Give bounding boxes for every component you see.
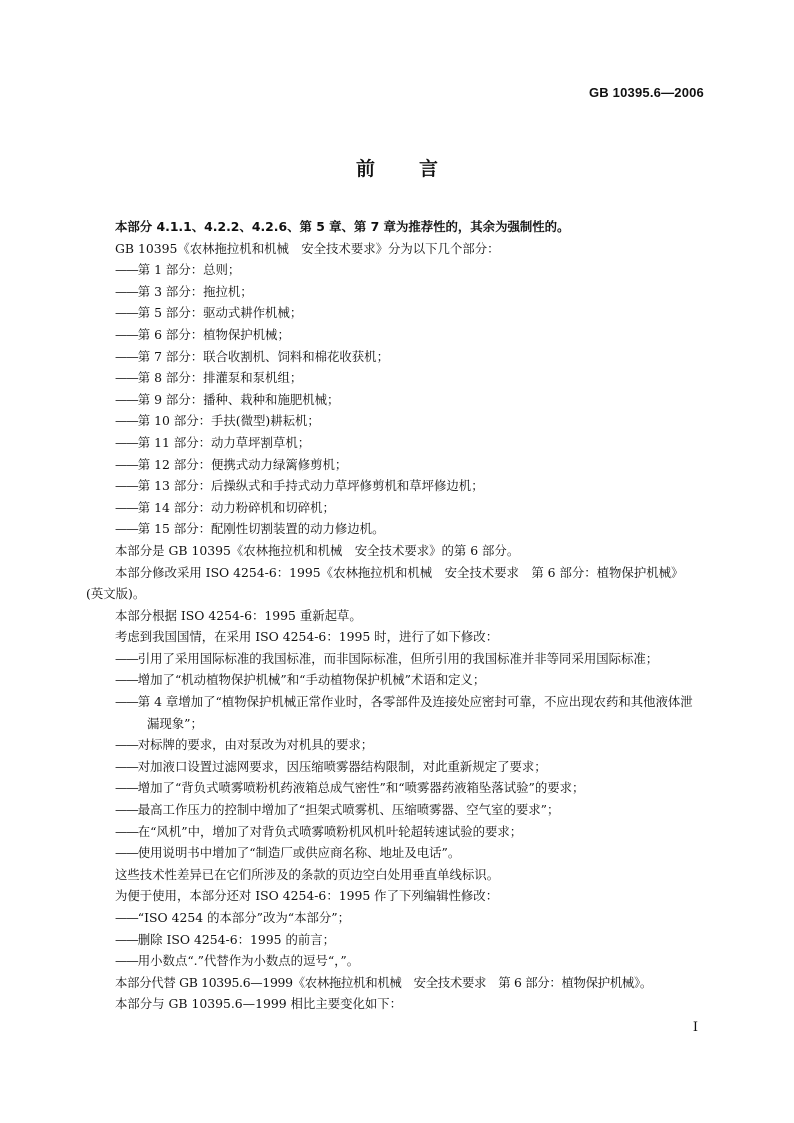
list-item: ——第 7 部分：联合收割机、饲料和棉花收获机； — [115, 348, 389, 364]
list-item: ——第 6 部分：植物保护机械； — [115, 326, 290, 342]
list-item: ——第 12 部分：便携式动力绿篱修剪机； — [115, 456, 348, 472]
modify-adoption-continuation: (英文版)。 — [86, 586, 146, 602]
list-item: ——第 4 章增加了“植物保护机械正常作业时，各零部件及连接处应密封可靠，不应出现农药和其他液体泄漏现象”； — [115, 694, 693, 731]
list-item: ——在“风机”中，增加了对背负式喷雾喷粉机风机叶轮超转速试验的要求； — [115, 823, 523, 839]
list-item: ——对加液口设置过滤网要求，因压缩喷雾器结构限制，对此重新规定了要求； — [115, 758, 547, 774]
list-item: ——第 8 部分：排灌泵和泵机组； — [115, 370, 303, 386]
list-item: ——对标牌的要求，由对泵改为对机具的要求； — [115, 737, 374, 753]
list-item: ——增加了“背负式喷雾喷粉机药液箱总成气密性”和“喷雾器药液箱坠落试验”的要求； — [115, 780, 585, 796]
modify-adoption-paragraph: 本部分修改采用 ISO 4254-6：1995《农林拖拉机和机械 安全技术要求 第 6 部分：植物保护机械》 — [115, 564, 684, 580]
changes-paragraph: 本部分与 GB 10395.6—1999 相比主要变化如下： — [115, 996, 403, 1012]
list-item: ——第 5 部分：驱动式耕作机械； — [115, 305, 303, 321]
list-item: ——第 1 部分：总则； — [115, 262, 241, 278]
list-item: ——第 11 部分：动力草坪割草机； — [115, 434, 311, 450]
list-item: ——用小数点“.”代替作为小数点的逗号“，”。 — [115, 953, 360, 969]
list-item: ——删除 ISO 4254-6：1995 的前言； — [115, 931, 336, 947]
list-item: ——使用说明书中增加了“制造厂或供应商名称、地址及电话”。 — [115, 845, 461, 861]
list-item: ——第 15 部分：配刚性切割装置的动力修边机。 — [115, 521, 385, 537]
redraft-paragraph: 本部分根据 ISO 4254-6：1995 重新起草。 — [115, 607, 362, 623]
intro-paragraph: GB 10395《农林拖拉机和机械 安全技术要求》分为以下几个部分： — [115, 240, 500, 256]
list-item: ——“ISO 4254 的本部分”改为“本部分”； — [115, 910, 350, 925]
mandatory-statement: 本部分 4.1.1、4.2.2、4.2.6、第 5 章、第 7 章为推荐性的，其余为强制性的。 — [115, 219, 570, 234]
foreword-body — [86, 216, 704, 1015]
page-title: 前言 — [355, 158, 482, 180]
parts-list — [90, 259, 704, 540]
list-item: ——引用了采用国际标准的我国标准，而非国际标准，但所引用的我国标准并非等同采用国际标准； — [115, 650, 659, 666]
part6-paragraph: 本部分是 GB 10395《农林拖拉机和机械 安全技术要求》的第 6 部分。 — [115, 542, 520, 558]
list-item: ——第 3 部分：拖拉机； — [115, 283, 253, 299]
replace-paragraph: 本部分代替 GB 10395.6—1999《农林拖拉机和机械 安全技术要求 第 6 部分：植物保护机械》。 — [115, 974, 652, 990]
marking-paragraph: 这些技术性差异已在它们所涉及的条款的页边空白处用垂直单线标识。 — [115, 866, 500, 882]
editorial-paragraph: 为便于使用，本部分还对 ISO 4254-6：1995 作了下列编辑性修改： — [115, 888, 499, 904]
list-item: ——第 10 部分：手扶(微型)耕耘机； — [115, 413, 320, 429]
list-item: ——增加了“机动植物保护机械”和“手动植物保护机械”术语和定义； — [115, 672, 486, 688]
list-item: ——最高工作压力的控制中增加了“担架式喷雾机、压缩喷雾器、空气室的要求”； — [115, 802, 560, 818]
national-conditions-paragraph: 考虑到我国国情，在采用 ISO 4254-6：1995 时，进行了如下修改： — [115, 629, 499, 645]
editorial-list — [90, 907, 704, 972]
standard-code: GB 10395.6—2006 — [588, 85, 704, 100]
list-item: ——第 9 部分：播种、栽种和施肥机械； — [115, 391, 340, 407]
page-number: I — [692, 1020, 698, 1035]
list-item: ——第 13 部分：后操纵式和手持式动力草坪修剪机和草坪修边机； — [115, 478, 484, 494]
list-item: ——第 14 部分：动力粉碎机和切碎机； — [115, 499, 335, 515]
modifications-list — [90, 648, 704, 864]
